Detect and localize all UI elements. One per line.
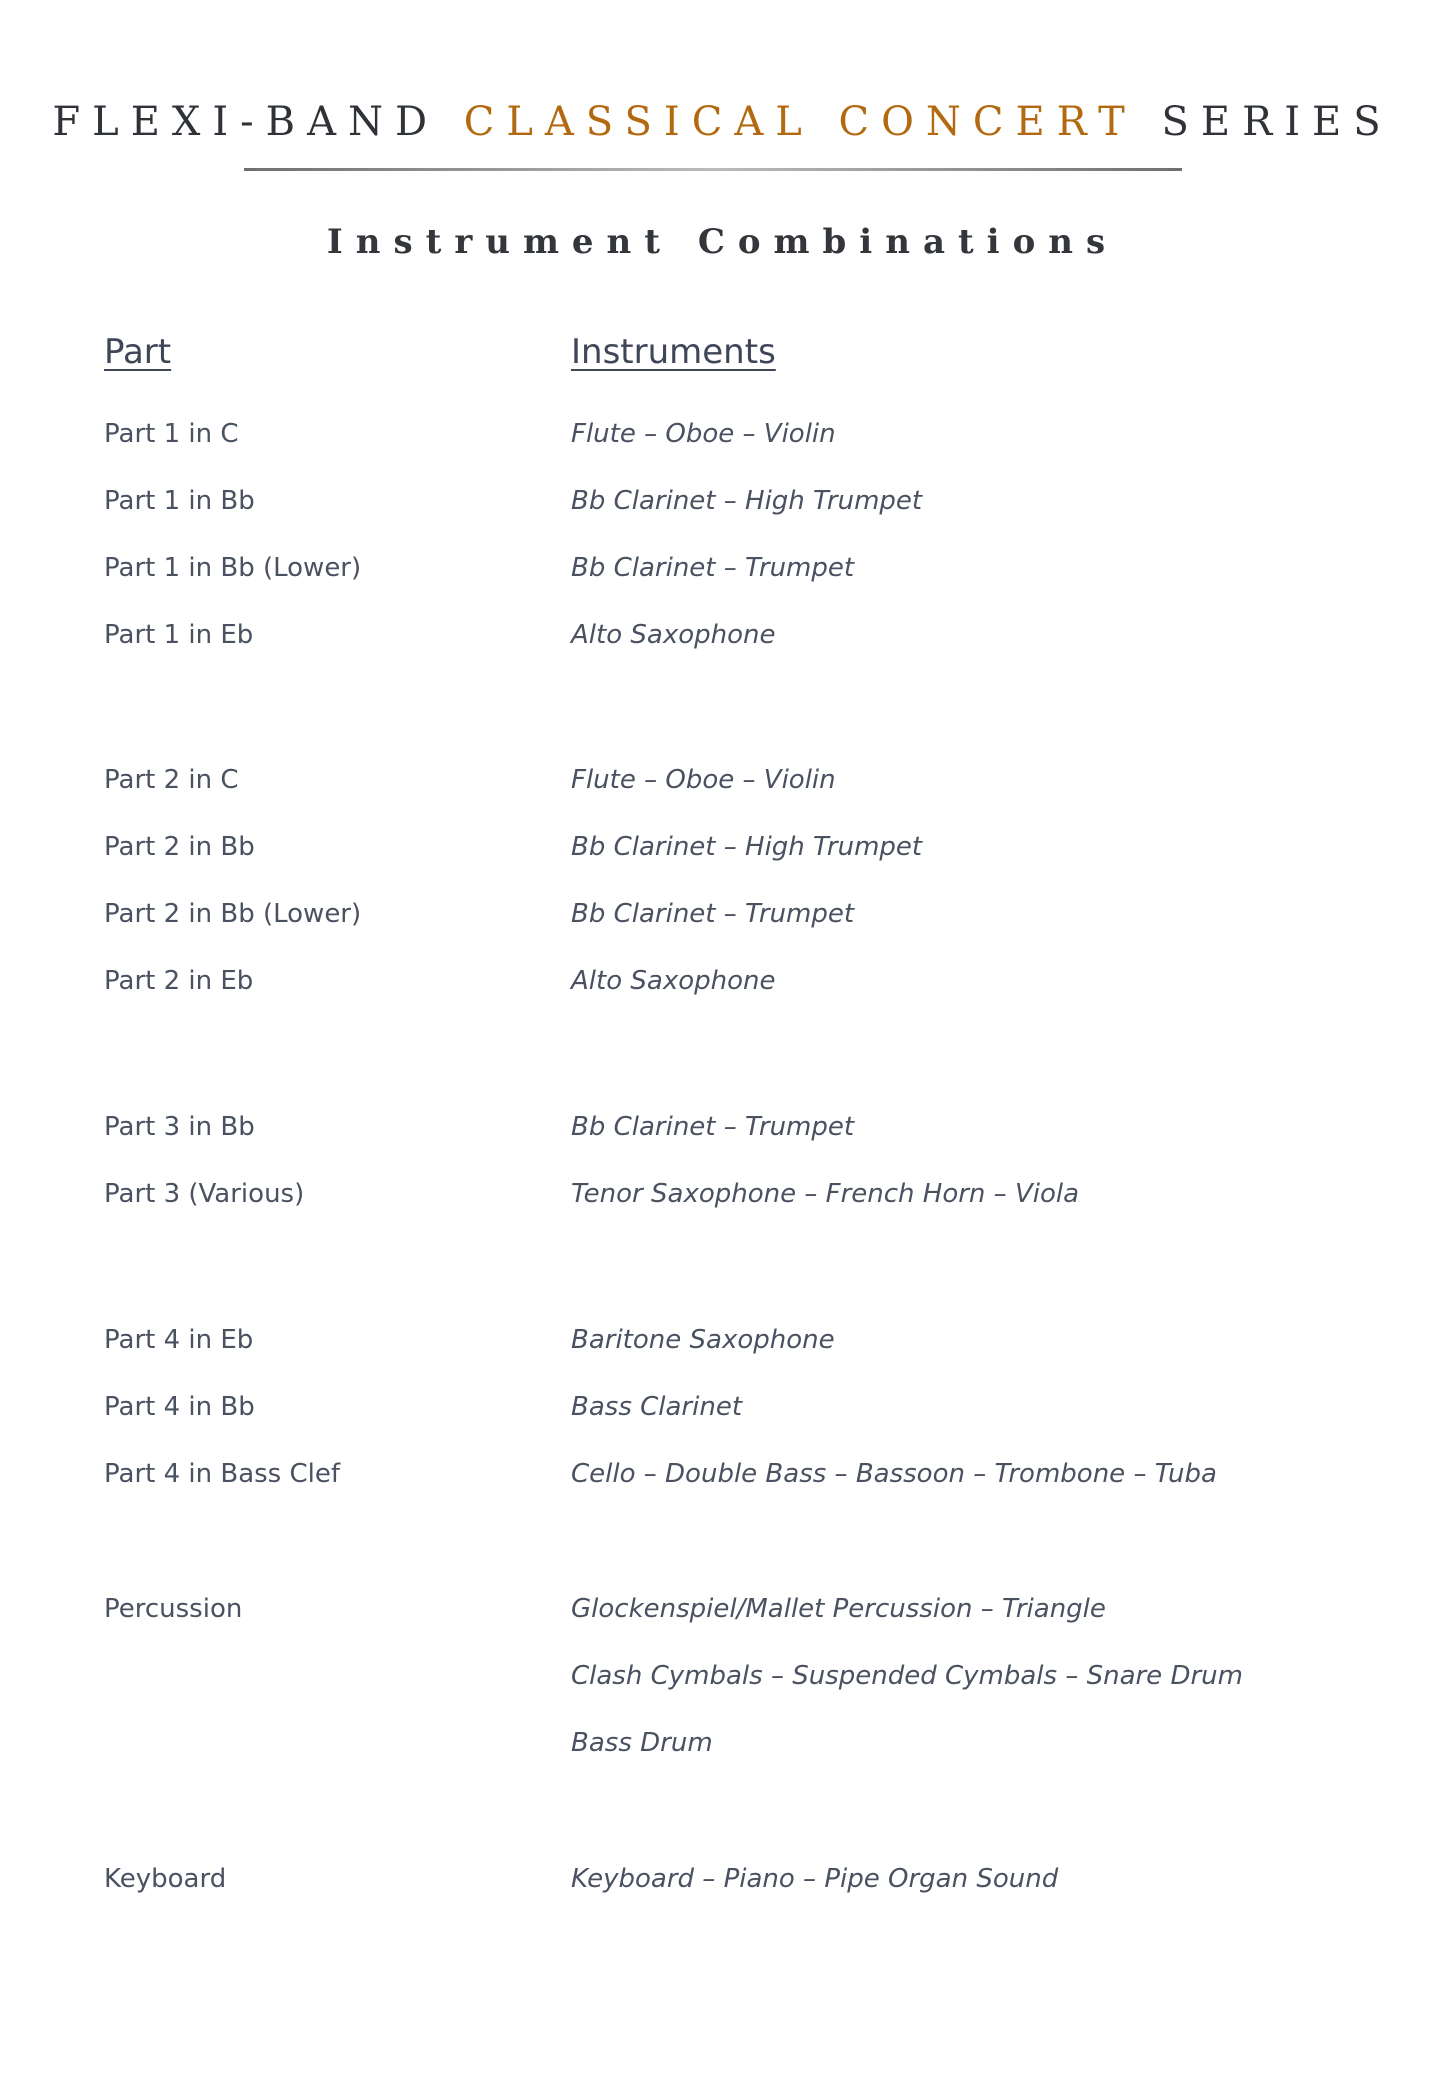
table-row: [0, 412, 1445, 456]
part-cell: Part 2 in Bb (Lower): [104, 899, 362, 929]
table-row: [0, 1654, 1445, 1698]
part-cell: Part 2 in C: [104, 765, 239, 795]
instruments-cell: Bass Clarinet: [571, 1392, 743, 1422]
table-row: [0, 1385, 1445, 1429]
instruments-cell: Bb Clarinet – High Trumpet: [571, 486, 923, 516]
table-row: [0, 546, 1445, 590]
table-row: [0, 1172, 1445, 1216]
instruments-cell: Flute – Oboe – Violin: [571, 765, 836, 795]
part-cell: Part 3 in Bb: [104, 1112, 255, 1142]
instruments-cell: Alto Saxophone: [571, 966, 776, 996]
instruments-cell: Bb Clarinet – Trumpet: [571, 553, 855, 583]
part-cell: Part 4 in Eb: [104, 1325, 254, 1355]
part-cell: Part 1 in Eb: [104, 620, 254, 650]
instruments-cell: Alto Saxophone: [571, 620, 776, 650]
banner-flexi-band: FLEXI-BAND: [52, 99, 464, 145]
instruments-cell: Tenor Saxophone – French Horn – Viola: [571, 1179, 1080, 1209]
part-cell: Percussion: [104, 1594, 243, 1624]
table-row: [0, 613, 1445, 657]
table-row: [0, 892, 1445, 936]
instruments-cell: Flute – Oboe – Violin: [571, 419, 836, 449]
instruments-cell: Clash Cymbals – Suspended Cymbals – Snare Drum: [571, 1661, 1243, 1691]
part-cell: Part 1 in Bb (Lower): [104, 553, 362, 583]
header-divider: [244, 168, 1182, 171]
table-row: [0, 825, 1445, 869]
part-cell: Part 1 in C: [104, 419, 239, 449]
table-row: [0, 959, 1445, 1003]
table-row: [0, 1452, 1445, 1496]
instruments-cell: Keyboard – Piano – Pipe Organ Sound: [571, 1864, 1059, 1894]
table-row: [0, 1318, 1445, 1362]
part-cell: Part 4 in Bb: [104, 1392, 255, 1422]
series-banner: [0, 96, 1445, 148]
table-row: [0, 479, 1445, 523]
part-cell: Part 2 in Bb: [104, 832, 255, 862]
part-cell: Part 1 in Bb: [104, 486, 255, 516]
instruments-cell: Bb Clarinet – Trumpet: [571, 1112, 855, 1142]
instruments-cell: Cello – Double Bass – Bassoon – Trombone – Tuba: [571, 1459, 1217, 1489]
part-cell: Part 2 in Eb: [104, 966, 254, 996]
instruments-cell: Bb Clarinet – High Trumpet: [571, 832, 923, 862]
table-row: [0, 1105, 1445, 1149]
column-header-instruments: Instruments: [571, 332, 776, 372]
column-header-part: Part: [104, 332, 172, 372]
part-cell: Part 3 (Various): [104, 1179, 305, 1209]
table-row: [0, 1721, 1445, 1765]
banner-classical-concert: CLASSICAL CONCERT: [463, 99, 1137, 145]
table-row: [0, 1857, 1445, 1901]
instruments-cell: Baritone Saxophone: [571, 1325, 835, 1355]
instruments-cell: Glockenspiel/Mallet Percussion – Triangle: [571, 1594, 1106, 1624]
table-row: [0, 1587, 1445, 1631]
table-row: [0, 758, 1445, 802]
instruments-cell: Bass Drum: [571, 1728, 713, 1758]
instruments-cell: Bb Clarinet – Trumpet: [571, 899, 855, 929]
part-cell: Keyboard: [104, 1864, 227, 1894]
part-cell: Part 4 in Bass Clef: [104, 1459, 341, 1489]
banner-series: SERIES: [1136, 99, 1393, 145]
page-subtitle: Instrument Combinations: [326, 222, 1119, 262]
